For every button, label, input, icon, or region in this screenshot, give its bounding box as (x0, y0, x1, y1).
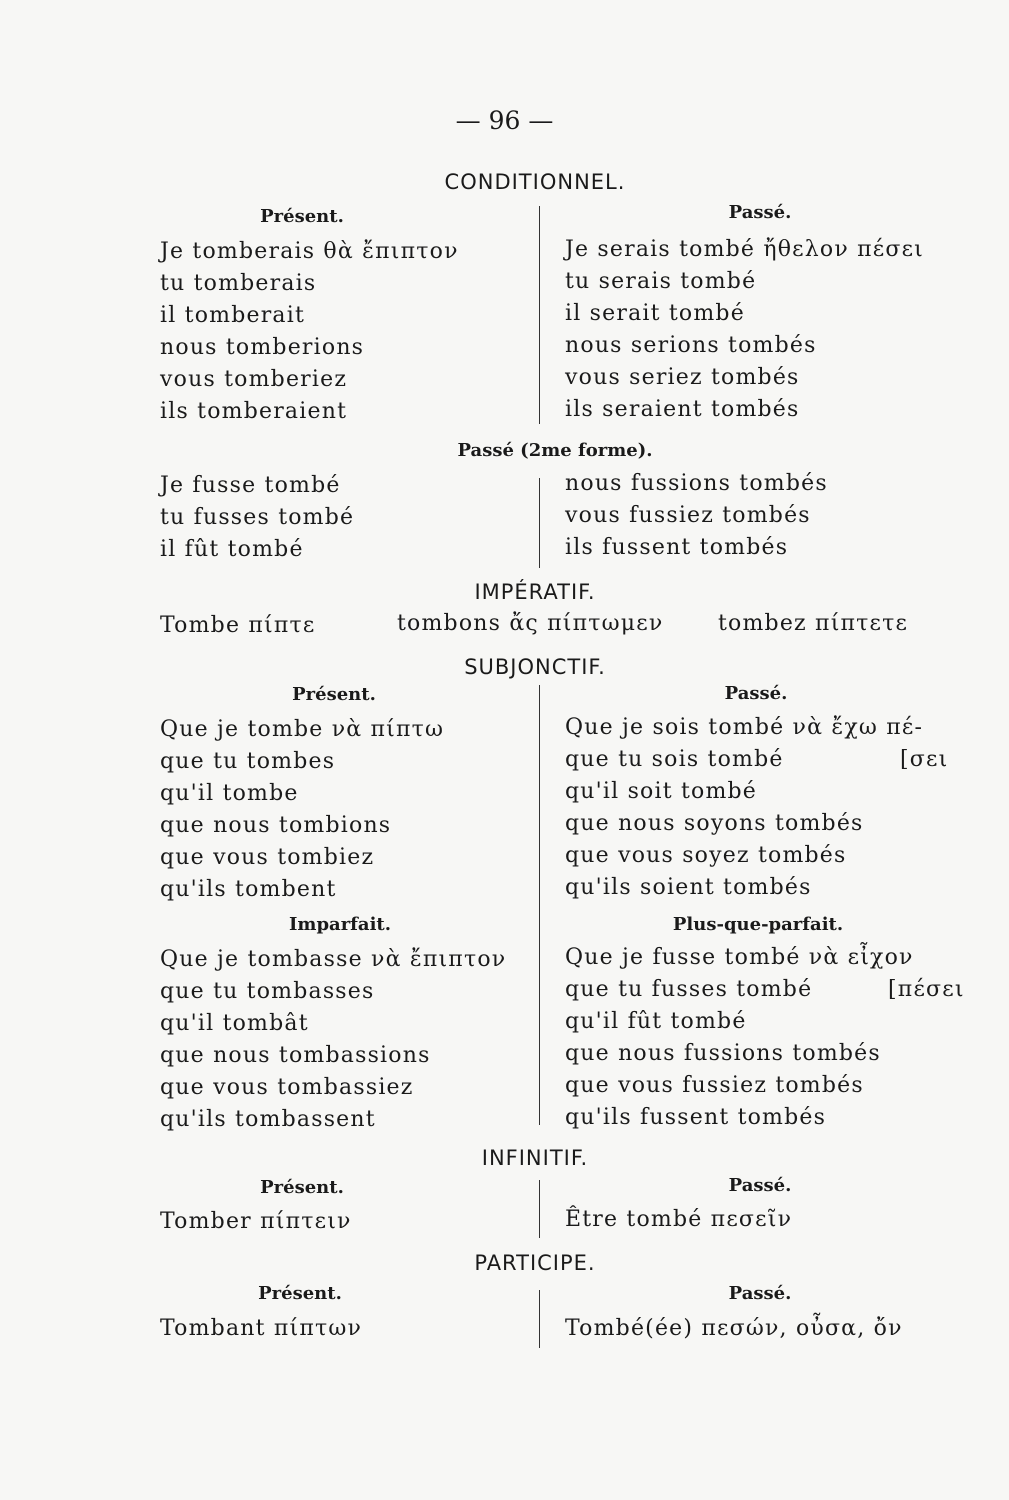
infinitif-present: Tomber πίπτειν (160, 1209, 352, 1234)
section-title-conditionnel: CONDITIONNEL. (444, 170, 626, 194)
list-item: Je tomberais θὰ ἔπιπτον (160, 239, 459, 264)
subjonctif-passe-list (565, 712, 923, 904)
list-item: vous tomberiez (160, 367, 348, 392)
list-item: qu'ils tombent (160, 877, 337, 902)
list-item: Que je fusse tombé νὰ εἶχον (565, 945, 914, 970)
list-item: Je fusse tombé (160, 473, 341, 498)
list-item: ils seraient tombés (565, 397, 800, 422)
list-item: que vous soyez tombés (565, 843, 847, 868)
column-divider (539, 1290, 540, 1348)
list-item: il serait tombé (565, 301, 745, 326)
list-item: ils fussent tombés (565, 535, 789, 560)
column-divider (539, 206, 540, 424)
subjonctif-present-heading: Présent. (292, 684, 376, 705)
conditionnel-passe2-right-list (565, 468, 828, 564)
conditionnel-present-list (160, 236, 459, 428)
subjonctif-plus-que-parfait-continuation: [πέσει (888, 977, 965, 1002)
subjonctif-passe-continuation: [σει (900, 747, 949, 772)
list-item: que nous fussions tombés (565, 1041, 881, 1066)
list-item: nous serions tombés (565, 333, 817, 358)
conditionnel-present-heading: Présent. (260, 206, 344, 227)
list-item: que nous tombassions (160, 1043, 431, 1068)
list-item: tu serais tombé (565, 269, 757, 294)
list-item: qu'il fût tombé (565, 1009, 747, 1034)
list-item: Que je tombe νὰ πίπτω (160, 717, 445, 742)
list-item: tu tomberais (160, 271, 317, 296)
list-item: qu'il soit tombé (565, 779, 758, 804)
list-item: vous fussiez tombés (565, 503, 811, 528)
conditionnel-passe-heading: Passé. (728, 202, 792, 223)
participe-present-heading: Présent. (258, 1283, 342, 1304)
infinitif-passe: Être tombé πεσεῖν (565, 1207, 793, 1232)
participe-passe-heading: Passé. (728, 1283, 792, 1304)
list-item: que tu fusses tombé (565, 977, 813, 1002)
subjonctif-imparfait-heading: Imparfait. (288, 914, 392, 935)
section-title-participe: PARTICIPE. (474, 1251, 596, 1275)
list-item: ils tomberaient (160, 399, 348, 424)
list-item: Que je sois tombé νὰ ἔχω πέ- (565, 715, 924, 740)
subjonctif-imparfait-list (160, 944, 506, 1136)
list-item: vous seriez tombés (565, 365, 800, 390)
list-item: nous tomberions (160, 335, 365, 360)
section-title-subjonctif: SUBJONCTIF. (464, 655, 606, 679)
section-title-imperatif: IMPÉRATIF. (474, 580, 596, 604)
subjonctif-present-list (160, 714, 444, 906)
list-item: que tu tombes (160, 749, 336, 774)
list-item: il fût tombé (160, 537, 304, 562)
list-item: il tomberait (160, 303, 306, 328)
subjonctif-plus-que-parfait-list (565, 942, 914, 1134)
page-number: — 96 — (455, 106, 554, 135)
list-item: Je serais tombé ἤθελον πέσει (565, 237, 925, 262)
conditionnel-passe2-heading: Passé (2me forme). (457, 440, 653, 461)
list-item: que nous tombions (160, 813, 392, 838)
column-divider (539, 478, 540, 568)
column-divider (539, 1180, 540, 1238)
column-divider (539, 685, 540, 1125)
participe-present: Tombant πίπτων (160, 1316, 363, 1341)
list-item: que tu tombasses (160, 979, 375, 1004)
section-title-infinitif: INFINITIF. (481, 1146, 589, 1170)
list-item: qu'ils fussent tombés (565, 1105, 827, 1130)
imperatif-form: Tombe πίπτε (160, 613, 316, 638)
list-item: qu'ils tombassent (160, 1107, 376, 1132)
list-item: que vous tombassiez (160, 1075, 414, 1100)
list-item: Que je tombasse νὰ ἔπιπτον (160, 947, 507, 972)
list-item: que nous soyons tombés (565, 811, 864, 836)
list-item: qu'ils soient tombés (565, 875, 812, 900)
subjonctif-passe-heading: Passé. (724, 683, 788, 704)
participe-passe: Tombé(ée) πεσών, οὖσα, ὄν (565, 1316, 903, 1341)
list-item: que tu sois tombé (565, 747, 784, 772)
infinitif-passe-heading: Passé. (728, 1175, 792, 1196)
subjonctif-plus-que-parfait-heading: Plus-que-parfait. (672, 914, 844, 935)
imperatif-form: tombons ἄς πίπτωμεν (397, 611, 664, 636)
list-item: nous fussions tombés (565, 471, 828, 496)
infinitif-present-heading: Présent. (260, 1177, 344, 1198)
imperatif-form: tombez πίπτετε (718, 611, 909, 636)
conditionnel-passe2-left-list (160, 470, 354, 566)
list-item: qu'il tombe (160, 781, 299, 806)
list-item: qu'il tombât (160, 1011, 309, 1036)
conditionnel-passe-list (565, 234, 924, 426)
list-item: tu fusses tombé (160, 505, 355, 530)
list-item: que vous tombiez (160, 845, 375, 870)
list-item: que vous fussiez tombés (565, 1073, 864, 1098)
